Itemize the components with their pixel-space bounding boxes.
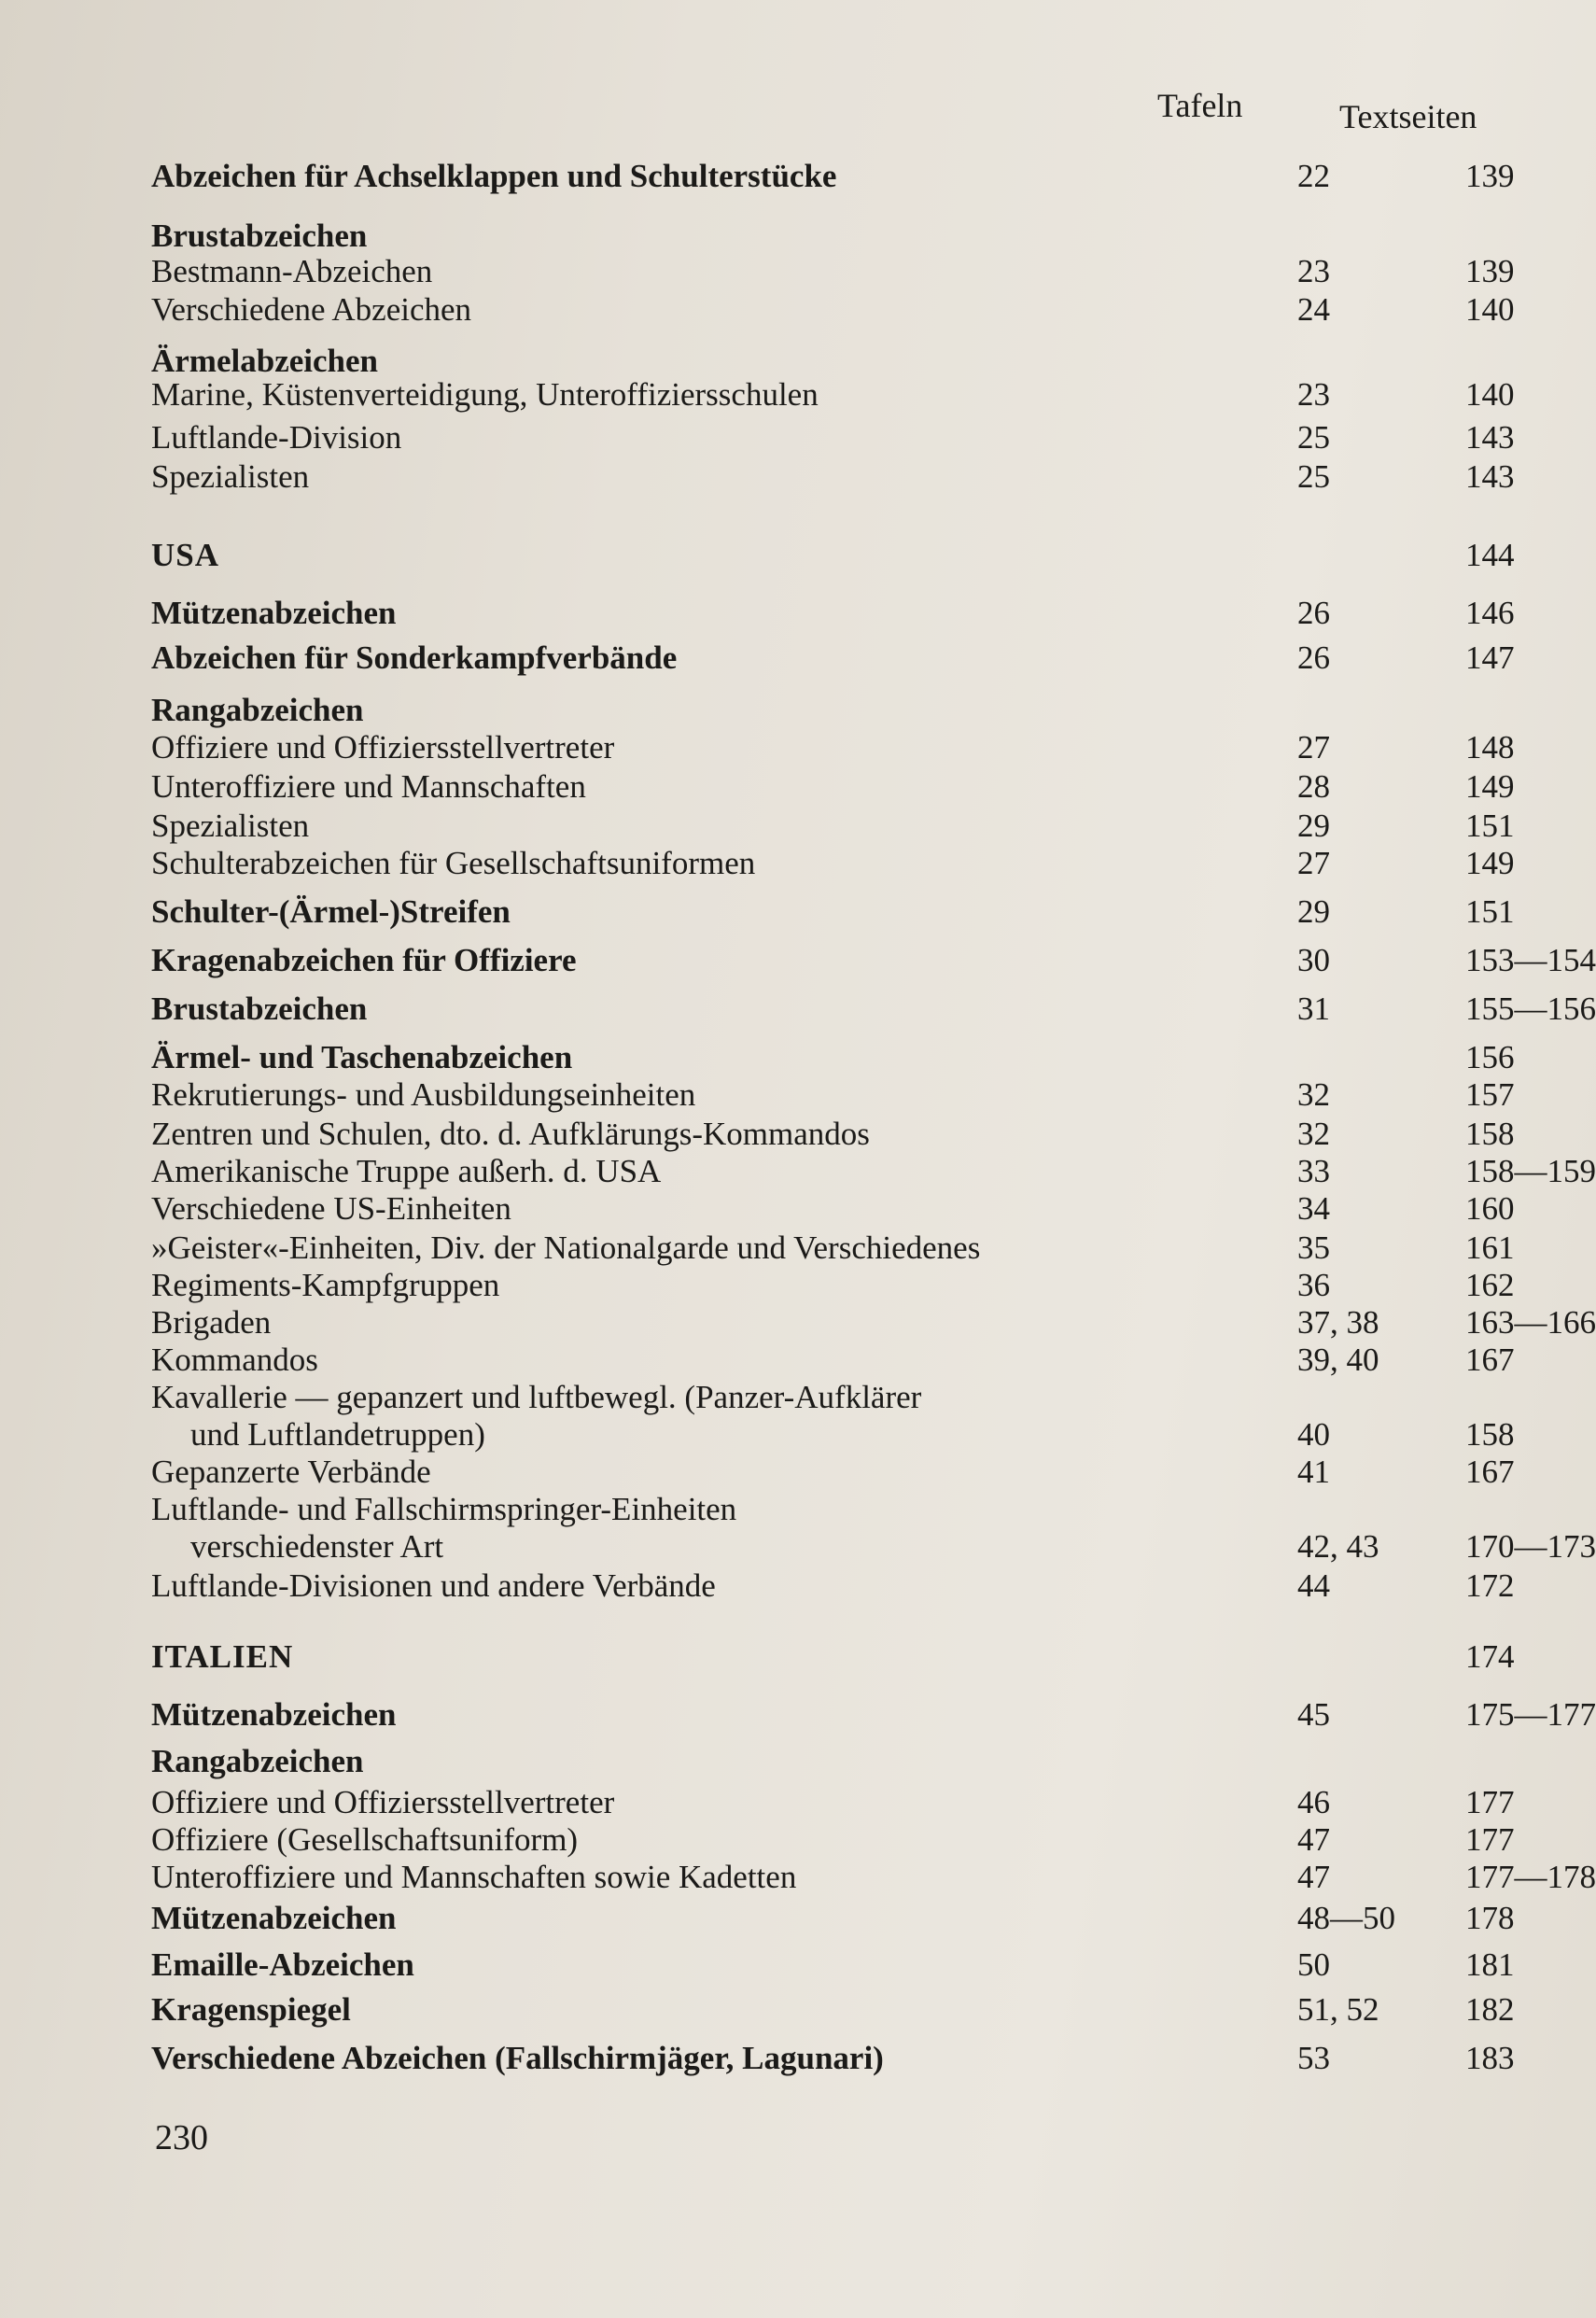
entry-label: Verschiedene US-Einheiten: [151, 1190, 511, 1227]
entry-tafeln: 50: [1297, 1946, 1330, 1983]
index-entry: [151, 536, 1515, 577]
entry-label: Brustabzeichen: [151, 218, 368, 254]
entry-label: Zentren und Schulen, dto. d. Aufklärungs-Kommandos: [151, 1116, 870, 1152]
entry-label: Kavallerie — gepanzert und luftbewegl. (Panzer-Aufklärer: [151, 1379, 922, 1415]
entry-textseiten: 172: [1465, 1567, 1515, 1604]
index-entry: [151, 1189, 1515, 1230]
index-entry: [151, 1152, 1596, 1193]
index-entry: [151, 418, 1515, 459]
index-entry: [151, 594, 1515, 635]
entry-tafeln: 42, 43: [1297, 1528, 1379, 1565]
entry-tafeln: 46: [1297, 1784, 1330, 1820]
index-entry: [151, 1266, 1515, 1307]
index-entry: [151, 1229, 1515, 1270]
entry-tafeln: 34: [1297, 1190, 1330, 1227]
entry-label: Kommandos: [151, 1342, 318, 1378]
entry-textseiten: 146: [1465, 595, 1515, 631]
entry-tafeln: 32: [1297, 1116, 1330, 1152]
index-entry: [151, 290, 1515, 331]
index-entry: [151, 990, 1596, 1031]
entry-textseiten: 160: [1465, 1190, 1515, 1227]
entry-tafeln: 25: [1297, 458, 1330, 495]
entry-textseiten: 163—166: [1465, 1304, 1596, 1341]
entry-label: Kragenspiegel: [151, 1991, 351, 2028]
entry-label: Ärmel- und Taschenabzeichen: [151, 1039, 573, 1075]
entry-label: Offiziere (Gesellschaftsuniform): [151, 1821, 579, 1858]
index-entry: [151, 767, 1515, 808]
entry-tafeln: 40: [1297, 1416, 1330, 1453]
entry-label: USA: [151, 537, 220, 573]
entry-textseiten: 177: [1465, 1784, 1515, 1820]
entry-label: Rekrutierungs- und Ausbildungseinheiten: [151, 1076, 696, 1113]
page-number: 230: [155, 2118, 208, 2157]
entry-textseiten: 143: [1465, 419, 1515, 456]
entry-label: Mützenabzeichen: [151, 1696, 397, 1733]
entry-textseiten: 143: [1465, 458, 1515, 495]
index-entry: [151, 1820, 1515, 1861]
index-entry: [151, 1341, 1515, 1382]
index-entry: [151, 252, 1515, 293]
index-entry: [151, 1038, 1515, 1079]
entry-tafeln: 23: [1297, 376, 1330, 413]
entry-label: Marine, Küstenverteidigung, Unteroffiziersschulen: [151, 376, 819, 413]
entry-label: Rangabzeichen: [151, 692, 364, 728]
entry-tafeln: 36: [1297, 1267, 1330, 1303]
entry-label: Luftlande-Divisionen und andere Verbände: [151, 1567, 716, 1604]
entry-label: Brustabzeichen: [151, 990, 368, 1027]
entry-tafeln: 44: [1297, 1567, 1330, 1604]
entry-label: und Luftlandetruppen): [190, 1416, 485, 1453]
entry-textseiten: 155—156: [1465, 990, 1596, 1027]
entry-label: Ärmelabzeichen: [151, 343, 378, 379]
index-entry: [151, 1490, 1458, 1531]
entry-tafeln: 51, 52: [1297, 1991, 1379, 2028]
index-entry: [151, 1378, 1458, 1419]
entry-tafeln: 29: [1297, 893, 1330, 930]
entry-label: Schulter-(Ärmel-)Streifen: [151, 893, 511, 930]
entry-label: Unteroffiziere und Mannschaften sowie Kadetten: [151, 1859, 797, 1895]
entry-textseiten: 140: [1465, 376, 1515, 413]
entry-label: Regiments-Kampfgruppen: [151, 1267, 500, 1303]
entry-tafeln: 30: [1297, 942, 1330, 978]
index-entry: [151, 844, 1515, 885]
entry-textseiten: 157: [1465, 1076, 1515, 1113]
entry-textseiten: 139: [1465, 253, 1515, 289]
entry-tafeln: 23: [1297, 253, 1330, 289]
entry-textseiten: 140: [1465, 291, 1515, 328]
entry-textseiten: 162: [1465, 1267, 1515, 1303]
index-entry: [151, 1899, 1515, 1940]
index-entry: [151, 457, 1515, 499]
entry-textseiten: 151: [1465, 893, 1515, 930]
entry-textseiten: 148: [1465, 729, 1515, 766]
index-entry: [151, 1783, 1515, 1824]
index-entry: [151, 2039, 1515, 2080]
entry-label: Brigaden: [151, 1304, 272, 1341]
entry-label: Verschiedene Abzeichen: [151, 291, 472, 328]
entry-textseiten: 177: [1465, 1821, 1515, 1858]
index-entry: [151, 157, 1515, 198]
entry-tafeln: 41: [1297, 1454, 1330, 1490]
entry-tafeln: 26: [1297, 639, 1330, 676]
entry-textseiten: 181: [1465, 1946, 1515, 1983]
index-entry: [151, 1075, 1515, 1117]
entry-label: Schulterabzeichen für Gesellschaftsuniformen: [151, 845, 756, 881]
index-entry: [151, 1742, 1458, 1783]
entry-label: Spezialisten: [151, 458, 310, 495]
entry-textseiten: 151: [1465, 808, 1515, 844]
entry-tafeln: 53: [1297, 2040, 1330, 2076]
entry-tafeln: 22: [1297, 158, 1330, 194]
index-entry: [151, 1637, 1515, 1679]
entry-tafeln: 28: [1297, 768, 1330, 805]
index-entry: [151, 1990, 1515, 2031]
entry-label: Spezialisten: [151, 808, 310, 844]
entry-label: Amerikanische Truppe außerh. d. USA: [151, 1153, 662, 1189]
index-entry: [151, 375, 1515, 416]
column-header-textseiten: Textseiten: [1339, 98, 1477, 135]
entry-label: verschiedenster Art: [190, 1528, 444, 1565]
entry-label: Mützenabzeichen: [151, 595, 397, 631]
entry-tafeln: 39, 40: [1297, 1342, 1379, 1378]
entry-tafeln: 26: [1297, 595, 1330, 631]
entry-tafeln: 31: [1297, 990, 1330, 1027]
entry-textseiten: 167: [1465, 1454, 1515, 1490]
entry-label: Bestmann-Abzeichen: [151, 253, 433, 289]
index-entry: [151, 807, 1515, 848]
entry-label: Abzeichen für Achselklappen und Schulterstücke: [151, 158, 837, 194]
entry-label: Kragenabzeichen für Offiziere: [151, 942, 577, 978]
entry-textseiten: 158: [1465, 1116, 1515, 1152]
entry-textseiten: 167: [1465, 1342, 1515, 1378]
entry-label: Luftlande-Division: [151, 419, 402, 456]
entry-tafeln: 45: [1297, 1696, 1330, 1733]
entry-textseiten: 149: [1465, 845, 1515, 881]
entry-label: Offiziere und Offiziersstellvertreter: [151, 729, 615, 766]
entry-label: Unteroffiziere und Mannschaften: [151, 768, 586, 805]
entry-textseiten: 156: [1465, 1039, 1515, 1075]
entry-tafeln: 27: [1297, 729, 1330, 766]
entry-label: Emaille-Abzeichen: [151, 1946, 414, 1983]
index-entry: [151, 1303, 1596, 1344]
entry-tafeln: 32: [1297, 1076, 1330, 1113]
entry-tafeln: 25: [1297, 419, 1330, 456]
index-entry: [151, 728, 1515, 769]
entry-label: ITALIEN: [151, 1638, 294, 1675]
index-entry: [151, 1453, 1515, 1494]
entry-textseiten: 170—173: [1465, 1528, 1596, 1565]
entry-label: »Geister«-Einheiten, Div. der Nationalgarde und Verschiedenes: [151, 1229, 981, 1266]
index-entry: [151, 1946, 1515, 1987]
entry-textseiten: 153—154: [1465, 942, 1596, 978]
index-entry: [151, 639, 1515, 680]
index-entry: [151, 941, 1596, 982]
entry-textseiten: 144: [1465, 537, 1515, 573]
index-entry: [151, 1695, 1596, 1736]
entry-tafeln: 47: [1297, 1821, 1330, 1858]
entry-tafeln: 33: [1297, 1153, 1330, 1189]
entry-textseiten: 158—159: [1465, 1153, 1596, 1189]
entry-textseiten: 161: [1465, 1229, 1515, 1266]
entry-tafeln: 27: [1297, 845, 1330, 881]
entry-tafeln: 29: [1297, 808, 1330, 844]
index-entry: [151, 892, 1515, 934]
entry-label: Abzeichen für Sonderkampfverbände: [151, 639, 678, 676]
entry-tafeln: 37, 38: [1297, 1304, 1379, 1341]
entry-tafeln: 47: [1297, 1859, 1330, 1895]
entry-textseiten: 175—177: [1465, 1696, 1596, 1733]
index-entry: [151, 1115, 1515, 1156]
entry-tafeln: 35: [1297, 1229, 1330, 1266]
entry-textseiten: 183: [1465, 2040, 1515, 2076]
entry-tafeln: 48—50: [1297, 1900, 1395, 1936]
entry-label: Verschiedene Abzeichen (Fallschirmjäger, Lagunari): [151, 2040, 884, 2076]
index-entry: [151, 1527, 1596, 1568]
index-entry: [151, 691, 1458, 732]
entry-textseiten: 149: [1465, 768, 1515, 805]
entry-label: Mützenabzeichen: [151, 1900, 397, 1936]
entry-textseiten: 177—178: [1465, 1859, 1596, 1895]
entry-textseiten: 139: [1465, 158, 1515, 194]
entry-textseiten: 174: [1465, 1638, 1515, 1675]
entry-textseiten: 182: [1465, 1991, 1515, 2028]
entry-label: Rangabzeichen: [151, 1743, 364, 1779]
entry-textseiten: 158: [1465, 1416, 1515, 1453]
entry-label: Offiziere und Offiziersstellvertreter: [151, 1784, 615, 1820]
entry-textseiten: 147: [1465, 639, 1515, 676]
entry-label: Luftlande- und Fallschirmspringer-Einheiten: [151, 1491, 737, 1527]
entry-textseiten: 178: [1465, 1900, 1515, 1936]
index-entry: [151, 1566, 1515, 1608]
entry-tafeln: 24: [1297, 291, 1330, 328]
column-header-tafeln: Tafeln: [1157, 87, 1243, 124]
entry-label: Gepanzerte Verbände: [151, 1454, 431, 1490]
index-entry: [151, 1415, 1515, 1456]
index-entry: [151, 1858, 1596, 1899]
